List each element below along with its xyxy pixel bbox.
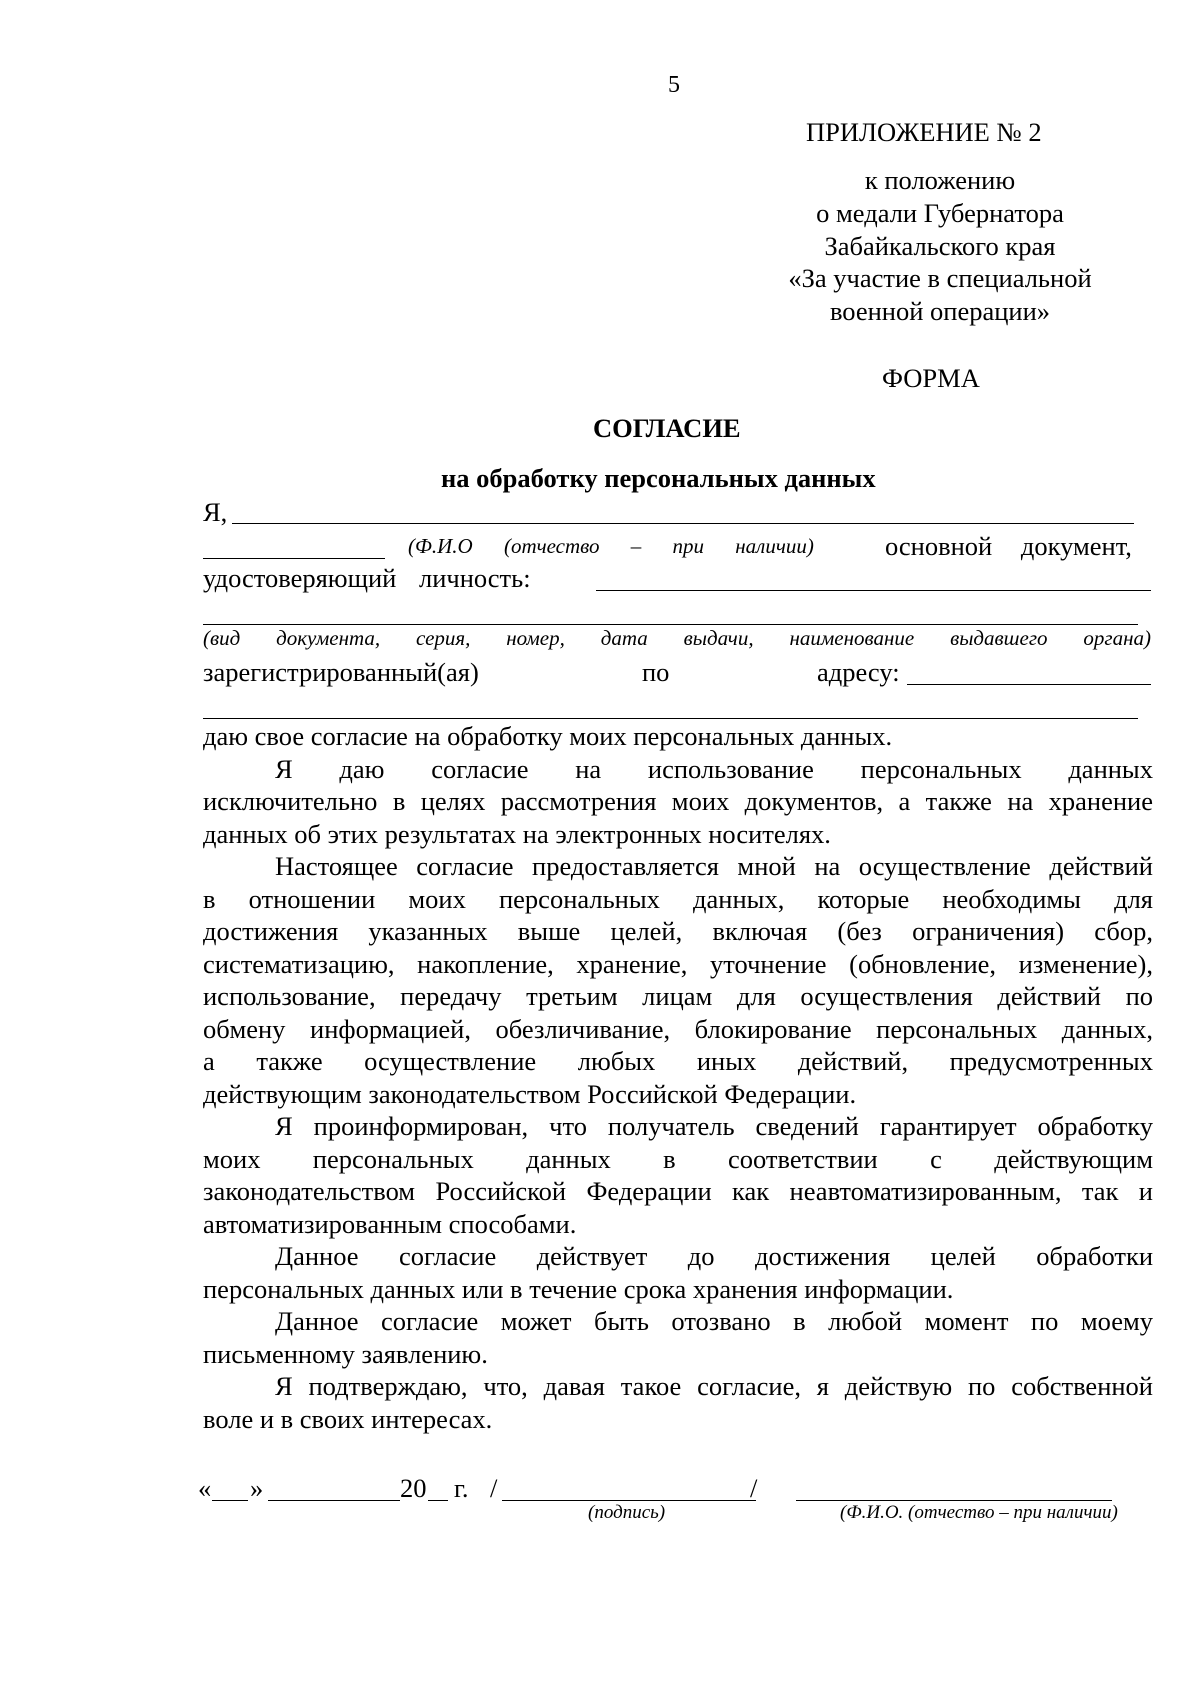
paragraph-line: воле и в своих интересах. bbox=[203, 1403, 493, 1434]
signature-slash-open: / bbox=[490, 1473, 498, 1503]
paragraph-line: законодательством Российской Федерации как неавтоматизированным, так и bbox=[203, 1176, 1153, 1206]
caption-line: Забайкальского края bbox=[824, 230, 1056, 261]
fio-hint: (Ф.И.О (отчество – при наличии) bbox=[408, 534, 814, 558]
paragraph-line: персональных данных или в течение срока хранения информации. bbox=[203, 1273, 954, 1304]
paragraph-line: Данное согласие действует до достижения целей обработки bbox=[275, 1241, 1153, 1271]
document-input-line[interactable] bbox=[203, 624, 1138, 625]
paragraph-line: Настоящее согласие предоставляется мной на осуществление действий bbox=[275, 851, 1153, 881]
paragraph-line: Я даю согласие на использование персональных данных bbox=[275, 753, 1153, 784]
page-number: 5 bbox=[668, 72, 680, 98]
paragraph-line: использование, передачу третьим лицам для осуществления действий по bbox=[203, 981, 1153, 1011]
paragraph-line: Данное согласие может быть отозвано в любой момент по моему bbox=[275, 1306, 1153, 1336]
signature-hint: (подпись) bbox=[588, 1502, 666, 1523]
date-quote-close: » bbox=[250, 1473, 264, 1503]
month-input-line[interactable] bbox=[268, 1500, 400, 1501]
identity-label: удостоверяющий личность: bbox=[203, 563, 531, 593]
paragraph-line: а также осуществление любых иных действий, предусмотренных bbox=[203, 1046, 1153, 1076]
paragraph-line: систематизацию, накопление, хранение, уточнение (обновление, изменение), bbox=[203, 948, 1153, 979]
paragraph-line: данных об этих результатах на электронных носителях. bbox=[203, 818, 831, 849]
paragraph-line: письменному заявлению. bbox=[203, 1338, 488, 1369]
form-label: ФОРМА bbox=[882, 363, 980, 393]
address-input-line-cont[interactable] bbox=[203, 718, 1138, 719]
address-input-line[interactable] bbox=[907, 684, 1151, 685]
registered-label: зарегистрированный(ая) bbox=[203, 657, 479, 687]
main-document-text: основной документ, bbox=[885, 531, 1132, 561]
address-label: адресу: bbox=[817, 657, 900, 687]
fio-signature-input-line[interactable] bbox=[796, 1500, 1112, 1501]
document-subtitle: на обработку персональных данных bbox=[441, 463, 876, 493]
paragraph-line: исключительно в целях рассмотрения моих документов, а также на хранение bbox=[203, 786, 1153, 816]
paragraph-line: автоматизированным способами. bbox=[203, 1208, 577, 1239]
paragraph-line: обмену информацией, обезличивание, блокирование персональных данных, bbox=[203, 1013, 1153, 1044]
year-suffix: г. bbox=[454, 1473, 469, 1503]
signature-slash-close: / bbox=[750, 1473, 758, 1503]
paragraph-line: Я проинформирован, что получатель сведений гарантирует обработку bbox=[275, 1111, 1153, 1141]
appendix-caption bbox=[740, 164, 1140, 328]
caption-line: военной операции» bbox=[829, 296, 1051, 327]
year-prefix: 20 bbox=[400, 1473, 427, 1503]
paragraph-line: даю свое согласие на обработку моих персональных данных. bbox=[203, 721, 893, 751]
appendix-label: ПРИЛОЖЕНИЕ № 2 bbox=[806, 117, 1042, 147]
document-hint: (вид документа, серия, номер, дата выдачи, наименование выдавшего органа) bbox=[203, 626, 1151, 650]
paragraph-line: действующим законодательством Российской Федерации. bbox=[203, 1078, 857, 1109]
i-prefix: Я, bbox=[203, 497, 228, 527]
fio-signature-hint: (Ф.И.О. (отчество – при наличии) bbox=[840, 1502, 1118, 1523]
paragraph-line: Я подтверждаю, что, давая такое согласие, я действую по собственной bbox=[275, 1371, 1153, 1401]
document-title: СОГЛАСИЕ bbox=[593, 413, 741, 443]
paragraph-line: моих персональных данных в соответствии с действующим bbox=[203, 1143, 1153, 1174]
day-input-line[interactable] bbox=[212, 1500, 248, 1501]
identity-input-line[interactable] bbox=[596, 590, 1151, 591]
caption-line: «За участие в специальной bbox=[788, 263, 1092, 294]
caption-line: о медали Губернатора bbox=[816, 197, 1064, 228]
consent-body bbox=[203, 720, 1153, 1435]
signature-input-line[interactable] bbox=[502, 1500, 756, 1501]
po-word: по bbox=[642, 657, 670, 687]
year-input-line[interactable] bbox=[428, 1500, 448, 1501]
caption-line: к положению bbox=[864, 165, 1016, 195]
fio-input-line[interactable] bbox=[232, 523, 1134, 524]
date-quote-open: « bbox=[198, 1473, 212, 1503]
paragraph-line: достижения указанных выше целей, включая (без ограничения) сбор, bbox=[203, 916, 1153, 946]
paragraph-line: в отношении моих персональных данных, которые необходимы для bbox=[203, 883, 1153, 914]
fio-input-line-cont[interactable] bbox=[203, 558, 385, 559]
